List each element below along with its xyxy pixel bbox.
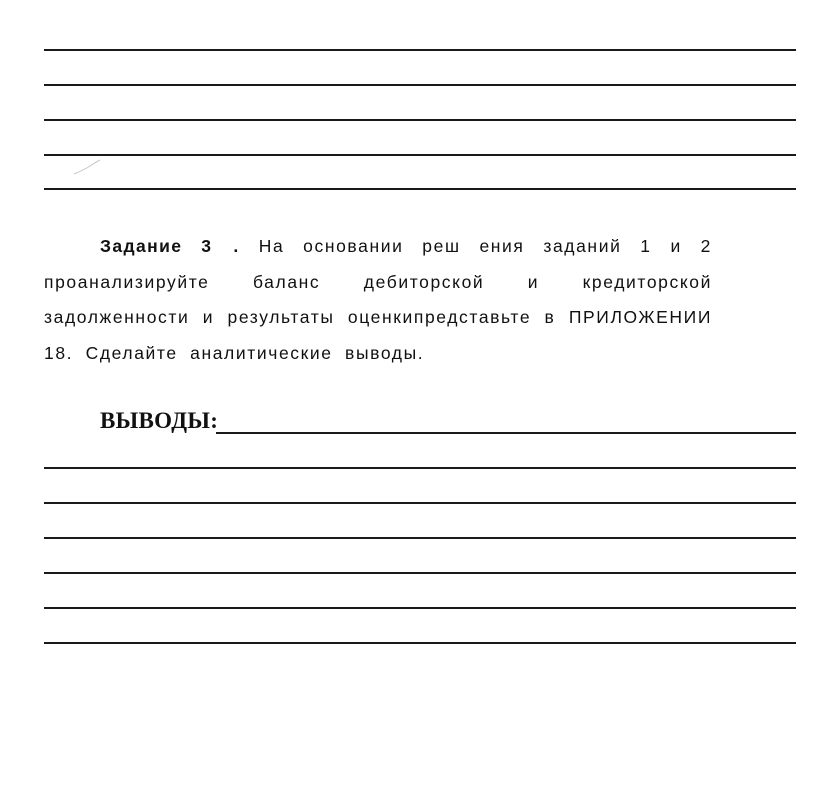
pencil-mark-icon [72, 158, 102, 178]
answer-line [44, 188, 796, 190]
answer-line [44, 154, 796, 156]
task-number: 3 . [201, 236, 240, 256]
answer-line [44, 642, 796, 644]
answer-line [44, 572, 796, 574]
answer-line [44, 119, 796, 121]
answer-line [44, 467, 796, 469]
answer-line [44, 84, 796, 86]
task-label: Задание [100, 236, 183, 256]
answer-line [44, 49, 796, 51]
answer-line [44, 607, 796, 609]
task-text: На основании реш ения заданий 1 и 2 проанализируйте баланс дебиторской и кредиторской задолженности и результаты оценкипредставьте в ПРИЛОЖЕНИИ 18. Сделайте аналитические выводы. [44, 236, 712, 363]
conclusions-heading: ВЫВОДЫ: [100, 408, 219, 433]
task-paragraph [44, 229, 712, 371]
answer-line [44, 502, 796, 504]
answer-line [44, 537, 796, 539]
conclusions-heading-line [216, 432, 796, 434]
